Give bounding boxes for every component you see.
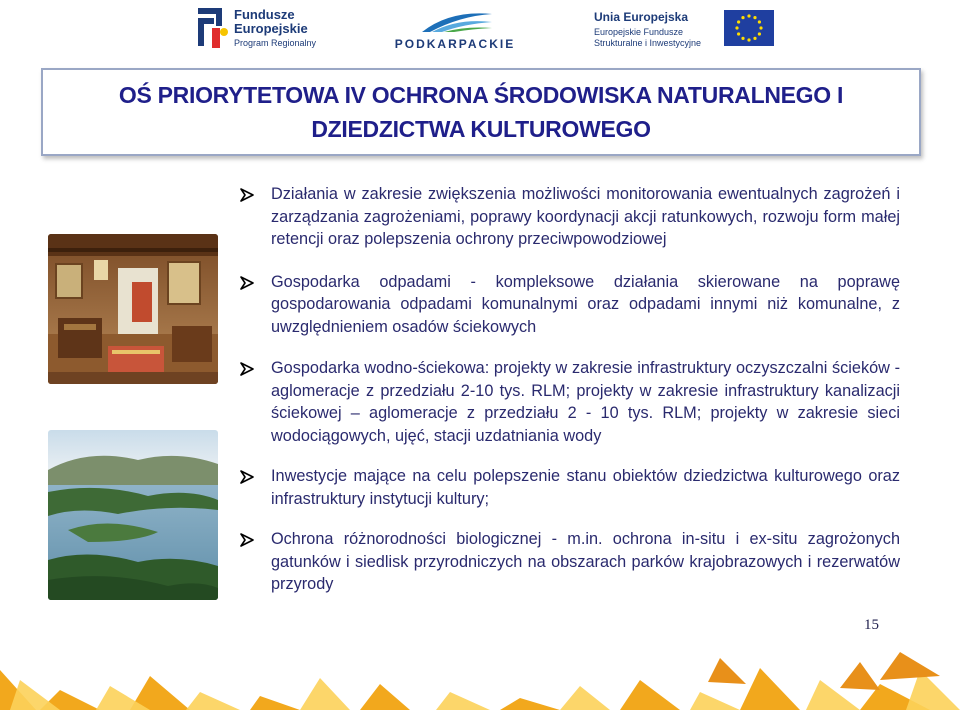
arrow-bullet-icon	[240, 276, 254, 290]
list-item	[240, 528, 900, 596]
podkarpackie-logo	[390, 4, 520, 54]
list-item	[240, 357, 900, 447]
arrow-bullet-icon	[240, 470, 254, 484]
lake-landscape-photo	[48, 430, 218, 600]
bullet-text: Inwestycje mające na celu polepszenie stanu obiektów dziedzictwa kulturowego oraz infrastruktury instytucji kultury;	[271, 467, 900, 508]
podkarpackie-logo-text: PODKARPACKIE	[394, 37, 516, 51]
fundusze-logo-line3: Program Regionalny	[234, 38, 317, 48]
arrow-bullet-icon	[240, 362, 254, 376]
fundusze-star-icon	[196, 4, 230, 50]
arrow-bullet-icon	[240, 188, 254, 202]
bullet-text: Ochrona różnorodności biologicznej - m.in. ochrona in-situ i ex-situ zagrożonych gatunków i siedlisk przyrodniczych na obszarach parków krajobrazowych i rezerwatów przyrody	[271, 530, 900, 593]
list-item	[240, 183, 900, 251]
page-number: 15	[864, 617, 879, 633]
arrow-bullet-icon	[240, 533, 254, 547]
ue-logo	[594, 4, 774, 54]
logo-bar	[0, 0, 960, 58]
fundusze-logo-line1: Fundusze	[234, 7, 295, 22]
bullet-text: Gospodarka wodno-ściekowa: projekty w zakresie infrastruktury oczyszczalni ścieków - aglomeracje z przedziału 2-10 tys. RLM; projekty w zakresie infrastruktury kanalizacji ściekowej – aglomeracje z przedziału 2 - 10 tys. RLM; projekty w zakresie sieci wodociągowych, ujęć, stacji uzdatniania wody	[271, 359, 900, 445]
bullet-list	[240, 183, 900, 596]
museum-interior-photo	[48, 234, 218, 384]
ue-logo-line2: Europejskie Fundusze	[594, 27, 684, 37]
bullet-text: Działania w zakresie zwiększenia możliwości monitorowania ewentualnych zagrożeń i zarządzania zagrożeniami, poprawy koordynacji akcji ratunkowych, rozwoju form małej retencji oraz polepszenia ochrony przeciwpowodziowej	[271, 185, 900, 248]
list-item	[240, 271, 900, 339]
ue-logo-line3: Strukturalne i Inwestycyjne	[594, 38, 702, 48]
ue-logo-line1: Unia Europejska	[594, 10, 689, 24]
podkarpackie-wave-icon	[420, 8, 494, 34]
fundusze-europejskie-logo	[196, 4, 326, 54]
slide-title: OŚ PRIORYTETOWA IV OCHRONA ŚRODOWISKA NATURALNEGO I DZIEDZICTWA KULTUROWEGO	[118, 82, 844, 142]
decorative-triangle-band	[0, 640, 960, 710]
list-item	[240, 465, 900, 510]
eu-flag-icon	[724, 10, 774, 46]
bullet-text: Gospodarka odpadami - kompleksowe działania skierowane na poprawę gospodarowania odpadami komunalnymi oraz odpadami innymi niż komunalne, z uwzględnieniem osadów ściekowych	[271, 272, 900, 336]
fundusze-logo-line2: Europejskie	[234, 21, 308, 36]
title-box	[41, 68, 921, 156]
